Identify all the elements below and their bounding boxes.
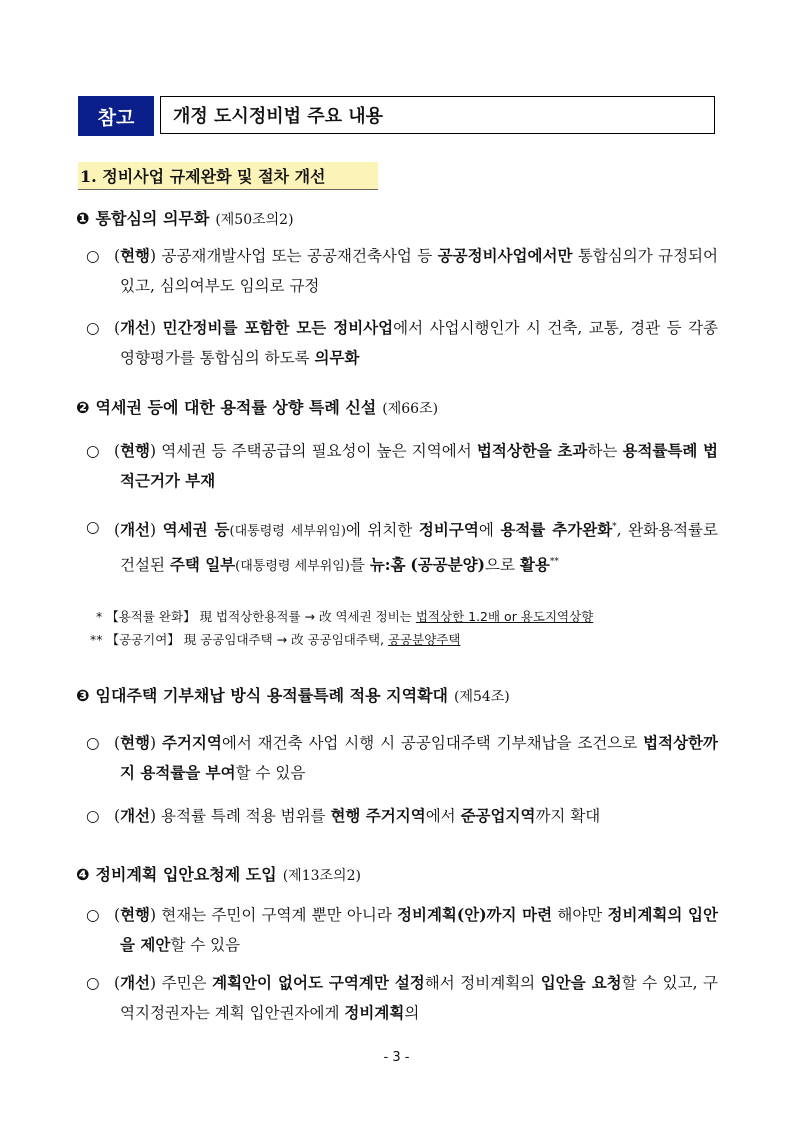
item-3-current: ○ (현행) 주거지역에서 재건축 사업 시행 시 공공임대주택 기부채납을 조건으로 법적상한까지 용적률을 부여할 수 있음 [86, 728, 718, 788]
item-4-revised: ○ (개선) 주민은 계획안이 없어도 구역계만 설정해서 정비계획의 입안을 요청할 수 있고, 구역지정권자는 계획 입안권자에게 정비계획의 [86, 968, 718, 1028]
page-title: 개정 도시정비법 주요 내용 [160, 96, 715, 134]
item-3-heading [76, 683, 510, 706]
section-title: 1. 정비사업 규제완화 및 절차 개선 [78, 162, 378, 190]
bullet-icon: ○ [86, 319, 100, 337]
reference-label: 참고 [78, 96, 154, 136]
item-title: 정비계획 입안요청제 도입 [95, 865, 277, 884]
item-reference: (제66조) [382, 401, 439, 417]
item-2-current: ○ (현행) 역세권 등 주택공급의 필요성이 높은 지역에서 법적상한을 초과하는 용적률특례 법적근거가 부재 [86, 436, 718, 496]
item-1-heading [76, 206, 294, 229]
item-number: ❶ [76, 209, 90, 228]
item-reference: (제13조의2) [282, 868, 361, 884]
footnote-1: * 【용적률 완화】 現 법적상한용적률 → 改 역세권 정비는 법적상한 1.2배 or 용도지역상향 [96, 609, 594, 624]
item-title: 역세권 등에 대한 용적률 상향 특례 신설 [95, 398, 377, 417]
bullet-icon: ○ [86, 247, 100, 265]
item-3-revised: ○ (개선) 용적률 특례 적용 범위를 현행 주거지역에서 준공업지역까지 확대 [86, 801, 718, 831]
item-4-heading [76, 862, 361, 885]
item-title: 임대주택 기부채납 방식 용적률특례 적용 지역확대 [95, 686, 448, 705]
item-2-revised: ○ (개선) 역세권 등(대통령령 세부위임)에 위치한 정비구역에 용적률 추가완화*, 완화용적률로 건설된 주택 일부(대통령령 세부위임)를 뉴:홈 (공공분양)으로 활용** [86, 512, 718, 582]
item-number: ❹ [76, 865, 90, 884]
item-4-current: ○ (현행) 현재는 주민이 구역계 뿐만 아니라 정비계획(안)까지 마련 해야만 정비계획의 입안을 제안할 수 있음 [86, 900, 718, 960]
bullet-icon: ○ [86, 518, 100, 536]
item-reference: (제50조의2) [215, 212, 294, 228]
item-title: 통합심의 의무화 [95, 209, 210, 228]
item-1-revised: ○ (개선) 민간정비를 포함한 모든 정비사업에서 사업시행인가 시 건축, 교통, 경관 등 각종 영향평가를 통합심의 하도록 의무화 [86, 313, 718, 373]
bullet-icon: ○ [86, 807, 100, 825]
bullet-icon: ○ [86, 906, 100, 924]
bullet-icon: ○ [86, 442, 100, 460]
bullet-icon: ○ [86, 974, 100, 992]
bullet-icon: ○ [86, 734, 100, 752]
page-number: - 3 - [383, 1050, 410, 1065]
item-2-heading [76, 395, 438, 418]
item-reference: (제54조) [453, 689, 510, 705]
item-number: ❷ [76, 398, 90, 417]
item-number: ❸ [76, 686, 90, 705]
item-1-current: ○ (현행) 공공재개발사업 또는 공공재건축사업 등 공공정비사업에서만 통합심의가 규정되어 있고, 심의여부도 임의로 규정 [86, 241, 718, 301]
footnote-2: ** 【공공기여】 現 공공임대주택 → 改 공공임대주택, 공공분양주택 [90, 632, 461, 647]
